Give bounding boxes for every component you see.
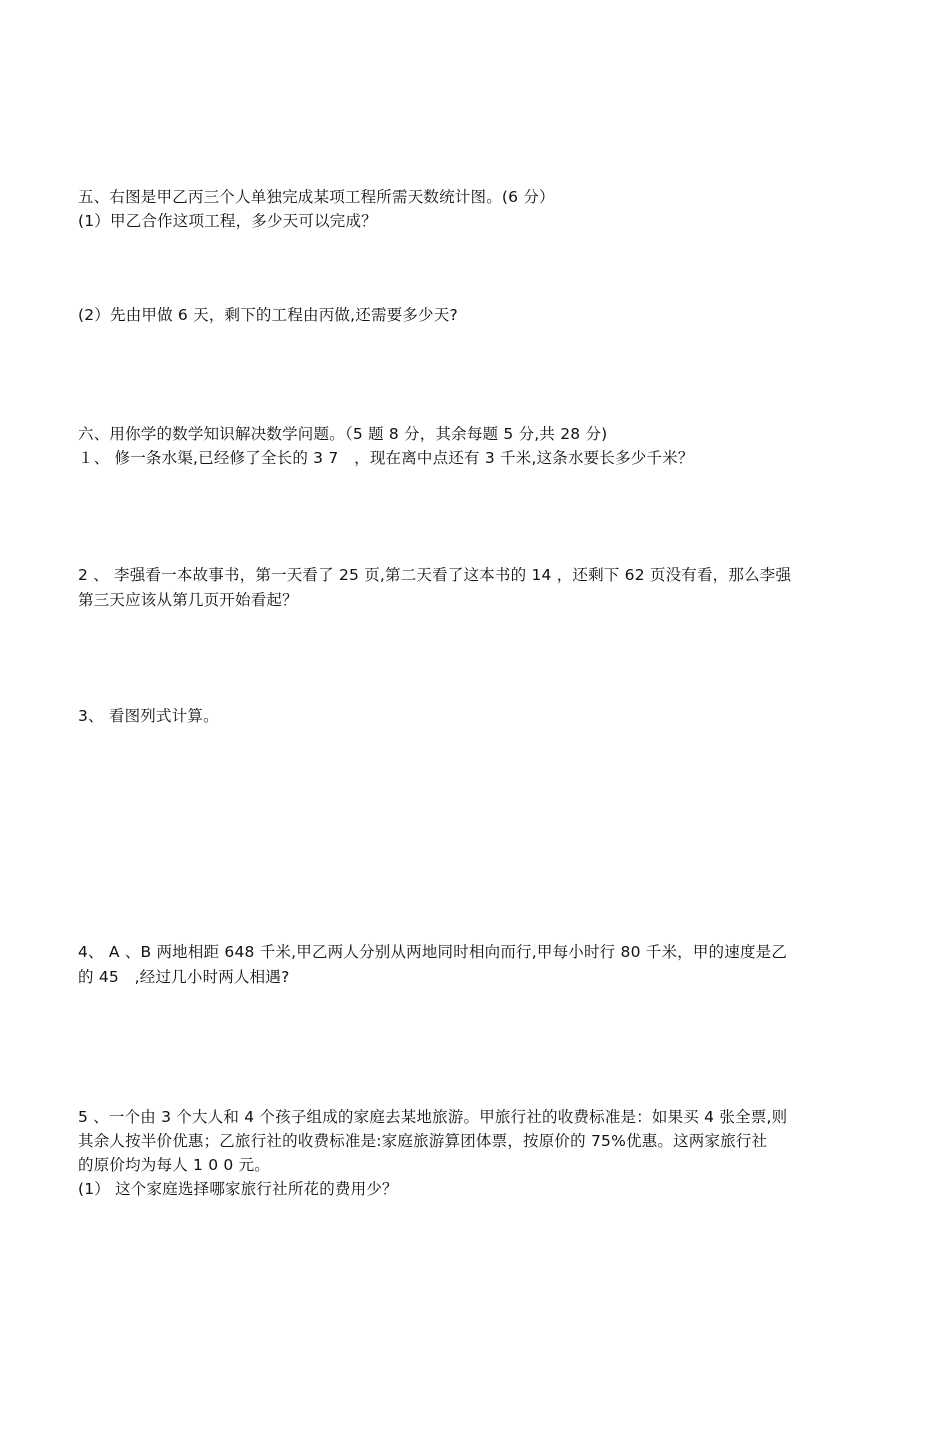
section-6-problem-1: １、 修一条水渠,已经修了全长的 3 7 ，现在离中点还有 3 千米,这条水要长多少千米？ xyxy=(78,449,694,467)
section-6-problem-5-line-2: 其余人按半价优惠；乙旅行社的收费标准是:家庭旅游算团体票，按原价的 75%优惠。这两家旅行社 xyxy=(78,1132,768,1150)
section-6-problem-5-line-1: 5 、一个由 3 个大人和 4 个孩子组成的家庭去某地旅游。甲旅行社的收费标准是：如果买 4 张全票,则 xyxy=(78,1108,788,1126)
section-6-problem-3: 3、 看图列式计算。 xyxy=(78,707,219,725)
section-6-problem-5-question-1: (1） 这个家庭选择哪家旅行社所花的费用少？ xyxy=(78,1180,398,1198)
section-5-question-2: (2）先由甲做 6 天，剩下的工程由丙做,还需要多少天? xyxy=(78,306,458,324)
section-5-question-1: (1）甲乙合作这项工程，多少天可以完成？ xyxy=(78,212,377,230)
section-6-problem-4-line-2: 的 45 ,经过几小时两人相遇? xyxy=(78,968,290,986)
section-6-problem-2-line-2: 第三天应该从第几页开始看起？ xyxy=(78,591,298,609)
section-6-problem-2-line-1: 2 、 李强看一本故事书，第一天看了 25 页,第二天看了这本书的 14 ，还剩下 62 页没有看，那么李强 xyxy=(78,566,792,584)
section-6-problem-5-line-3: 的原价均为每人 1 0 0 元。 xyxy=(78,1156,270,1174)
section-6-title: 六、用你学的数学知识解决数学问题。（5 题 8 分，其余每题 5 分,共 28 分) xyxy=(78,425,608,443)
section-5-title: 五、右图是甲乙丙三个人单独完成某项工程所需天数统计图。(6 分） xyxy=(78,188,555,206)
section-6-problem-4-line-1: 4、 A 、B 两地相距 648 千米,甲乙两人分别从两地同时相向而行,甲每小时行 80 千米，甲的速度是乙 xyxy=(78,943,788,961)
